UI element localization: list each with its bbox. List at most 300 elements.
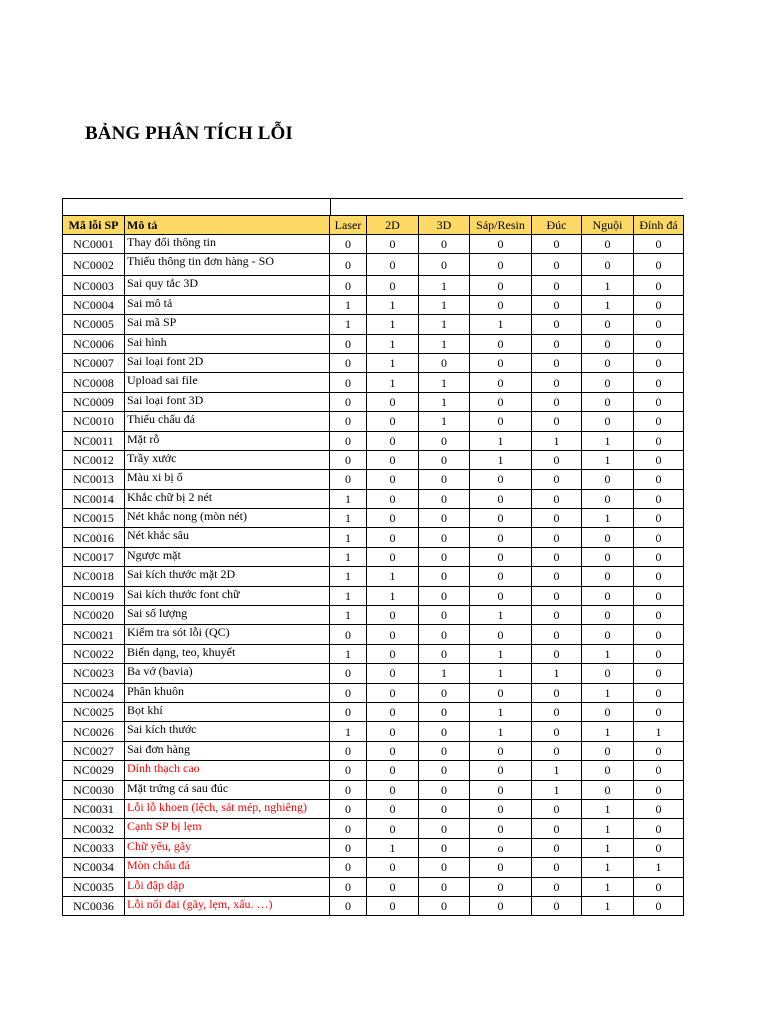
defect-code-cell: NC0012 <box>63 450 125 469</box>
stage-value-cell: 0 <box>582 702 634 721</box>
defect-code-cell: NC0004 <box>63 295 125 314</box>
stage-value-cell: 0 <box>367 780 419 799</box>
stage-value-cell: 1 <box>582 799 634 818</box>
stage-value-cell: 0 <box>532 489 582 508</box>
stage-value-cell: 0 <box>532 644 582 663</box>
stage-value-cell: 0 <box>582 741 634 760</box>
stage-value-cell: 0 <box>367 858 419 877</box>
stage-value-cell: 0 <box>470 683 532 702</box>
stage-value-cell: 0 <box>634 353 684 372</box>
defect-code-cell: NC0015 <box>63 509 125 528</box>
stage-value-cell: 0 <box>330 896 367 915</box>
stage-value-cell: 0 <box>532 547 582 566</box>
stage-value-cell: 0 <box>532 858 582 877</box>
stage-value-cell: 1 <box>582 644 634 663</box>
defect-code-cell: NC0014 <box>63 489 125 508</box>
stage-value-cell: 0 <box>330 741 367 760</box>
defect-code-cell: NC0009 <box>63 392 125 411</box>
defect-code-cell: NC0007 <box>63 353 125 372</box>
stage-value-cell: 0 <box>419 819 470 838</box>
table-row <box>63 392 684 411</box>
stage-value-cell: 1 <box>532 761 582 780</box>
stage-value-cell: 0 <box>582 489 634 508</box>
table-row <box>63 877 684 896</box>
stage-value-cell: 0 <box>582 334 634 353</box>
header-finishing: Nguội <box>582 216 634 235</box>
stage-value-cell: 0 <box>634 334 684 353</box>
defect-code-cell: NC0024 <box>63 683 125 702</box>
defect-description-cell: Thiếu chấu đá <box>125 412 330 431</box>
stage-value-cell: 0 <box>367 547 419 566</box>
stage-value-cell: 0 <box>532 819 582 838</box>
stage-value-cell: 1 <box>470 606 532 625</box>
stage-value-cell: 0 <box>532 412 582 431</box>
stage-value-cell: 0 <box>330 450 367 469</box>
stage-value-cell: 0 <box>634 877 684 896</box>
stage-value-cell: 0 <box>532 567 582 586</box>
stage-value-cell: 0 <box>634 509 684 528</box>
stage-value-cell: 0 <box>330 334 367 353</box>
stage-value-cell: 0 <box>470 254 532 276</box>
defect-code-cell: NC0019 <box>63 586 125 605</box>
table-row <box>63 295 684 314</box>
defect-code-cell: NC0005 <box>63 315 125 334</box>
stage-value-cell: 0 <box>470 547 532 566</box>
stage-value-cell: 1 <box>582 450 634 469</box>
stage-value-cell: 0 <box>532 509 582 528</box>
stage-value-cell: 1 <box>470 644 532 663</box>
stage-value-cell: 0 <box>634 799 684 818</box>
stage-value-cell: 1 <box>419 334 470 353</box>
defect-description-cell: Sai đơn hàng <box>125 741 330 760</box>
defect-description-cell: Sai loại font 3D <box>125 392 330 411</box>
table-row <box>63 858 684 877</box>
stage-value-cell: 0 <box>532 799 582 818</box>
table-row <box>63 722 684 741</box>
defect-description-cell: Bọt khí <box>125 702 330 721</box>
stage-value-cell: 1 <box>330 644 367 663</box>
stage-value-cell: 0 <box>470 741 532 760</box>
table-row <box>63 838 684 857</box>
stage-value-cell: 1 <box>582 683 634 702</box>
stage-value-cell: 0 <box>419 254 470 276</box>
stage-value-cell: 0 <box>634 412 684 431</box>
stage-value-cell: 1 <box>367 295 419 314</box>
stage-value-cell: 0 <box>532 334 582 353</box>
table-row <box>63 741 684 760</box>
stage-value-cell: 0 <box>634 373 684 392</box>
stage-value-cell: 0 <box>532 896 582 915</box>
defect-description-cell: Phân khuôn <box>125 683 330 702</box>
table-row <box>63 373 684 392</box>
table-row <box>63 235 684 254</box>
stage-value-cell: 0 <box>330 353 367 372</box>
stage-value-cell: 0 <box>634 644 684 663</box>
stage-value-cell: 0 <box>367 625 419 644</box>
stage-value-cell: 1 <box>330 528 367 547</box>
stage-value-cell: 0 <box>330 470 367 489</box>
stage-value-cell: 0 <box>634 547 684 566</box>
defect-code-cell: NC0021 <box>63 625 125 644</box>
stage-value-cell: 0 <box>634 586 684 605</box>
stage-value-cell: 1 <box>582 295 634 314</box>
defect-description-cell: Mặt rỗ <box>125 431 330 450</box>
stage-value-cell: 0 <box>330 276 367 295</box>
spacer-edge <box>681 199 683 216</box>
stage-value-cell: 0 <box>367 489 419 508</box>
stage-value-cell: 0 <box>367 392 419 411</box>
stage-value-cell: 0 <box>470 276 532 295</box>
defect-code-cell: NC0003 <box>63 276 125 295</box>
stage-value-cell: 0 <box>419 489 470 508</box>
stage-value-cell: 0 <box>470 470 532 489</box>
defect-description-cell: Kiểm tra sót lỗi (QC) <box>125 625 330 644</box>
stage-value-cell: 0 <box>582 780 634 799</box>
stage-value-cell: 0 <box>367 644 419 663</box>
defect-code-cell: NC0006 <box>63 334 125 353</box>
stage-value-cell: 0 <box>582 254 634 276</box>
stage-value-cell: 0 <box>470 353 532 372</box>
stage-value-cell: 0 <box>330 235 367 254</box>
stage-value-cell: 0 <box>470 489 532 508</box>
stage-value-cell: 0 <box>419 528 470 547</box>
defect-code-cell: NC0013 <box>63 470 125 489</box>
table-row <box>63 353 684 372</box>
defect-code-cell: NC0025 <box>63 702 125 721</box>
stage-value-cell: 0 <box>470 780 532 799</box>
stage-value-cell: 0 <box>367 702 419 721</box>
stage-value-cell: 0 <box>419 431 470 450</box>
stage-value-cell: 0 <box>582 392 634 411</box>
table-row <box>63 644 684 663</box>
stage-value-cell: 0 <box>419 683 470 702</box>
stage-value-cell: 0 <box>532 235 582 254</box>
stage-value-cell: 0 <box>367 450 419 469</box>
defect-description-cell: Ngược mặt <box>125 547 330 566</box>
stage-value-cell: 0 <box>582 761 634 780</box>
stage-value-cell: 0 <box>330 683 367 702</box>
table-row <box>63 276 684 295</box>
stage-value-cell: 0 <box>582 470 634 489</box>
defect-description-cell: Sai số lượng <box>125 606 330 625</box>
stage-value-cell: 0 <box>532 838 582 857</box>
stage-value-cell: 0 <box>330 838 367 857</box>
stage-value-cell: 0 <box>634 315 684 334</box>
stage-value-cell: 0 <box>634 295 684 314</box>
table-row <box>63 567 684 586</box>
stage-value-cell: 0 <box>470 625 532 644</box>
stage-value-cell: 0 <box>634 450 684 469</box>
stage-value-cell: 0 <box>532 586 582 605</box>
stage-value-cell: 0 <box>330 877 367 896</box>
stage-value-cell: 0 <box>634 276 684 295</box>
stage-value-cell: 0 <box>470 761 532 780</box>
stage-value-cell: 0 <box>419 799 470 818</box>
stage-value-cell: 1 <box>634 722 684 741</box>
defect-description-cell: Trầy xước <box>125 450 330 469</box>
table-row <box>63 470 684 489</box>
defect-description-cell: Biến dạng, teo, khuyết <box>125 644 330 663</box>
defect-code-cell: NC0036 <box>63 896 125 915</box>
stage-value-cell: 0 <box>634 254 684 276</box>
stage-value-cell: 0 <box>634 741 684 760</box>
stage-value-cell: 0 <box>419 567 470 586</box>
table-row <box>63 702 684 721</box>
stage-value-cell: 0 <box>470 586 532 605</box>
stage-value-cell: 0 <box>330 799 367 818</box>
stage-value-cell: 0 <box>634 489 684 508</box>
stage-value-cell: 0 <box>367 819 419 838</box>
stage-value-cell: 0 <box>532 722 582 741</box>
defect-code-cell: NC0002 <box>63 254 125 276</box>
defect-description-cell: Khắc chữ bị 2 nét <box>125 489 330 508</box>
stage-value-cell: 0 <box>582 586 634 605</box>
stage-value-cell: 0 <box>330 254 367 276</box>
table-row <box>63 450 684 469</box>
defect-code-cell: NC0033 <box>63 838 125 857</box>
stage-value-cell: 1 <box>582 276 634 295</box>
defect-description-cell: Cạnh SP bị lẹm <box>125 819 330 838</box>
stage-value-cell: 0 <box>330 431 367 450</box>
stage-value-cell: 0 <box>367 741 419 760</box>
stage-value-cell: 0 <box>367 606 419 625</box>
defect-description-cell: Sai kích thước <box>125 722 330 741</box>
stage-value-cell: 0 <box>634 664 684 683</box>
stage-value-cell: 1 <box>367 567 419 586</box>
defect-code-cell: NC0020 <box>63 606 125 625</box>
stage-value-cell: 0 <box>634 567 684 586</box>
stage-value-cell: 1 <box>330 722 367 741</box>
defect-description-cell: Sai mã SP <box>125 315 330 334</box>
table-row <box>63 586 684 605</box>
stage-value-cell: 1 <box>532 664 582 683</box>
stage-value-cell: 0 <box>470 858 532 877</box>
stage-value-cell: 1 <box>582 896 634 915</box>
table-row <box>63 254 684 276</box>
stage-value-cell: 0 <box>330 392 367 411</box>
header-code: Mã lỗi SP <box>63 216 125 235</box>
stage-value-cell: 0 <box>470 235 532 254</box>
defect-description-cell: Sai hình <box>125 334 330 353</box>
defect-description-cell: Sai loại font 2D <box>125 353 330 372</box>
stage-value-cell: 0 <box>367 431 419 450</box>
table-row <box>63 509 684 528</box>
stage-value-cell: 1 <box>367 334 419 353</box>
stage-value-cell: 0 <box>419 509 470 528</box>
stage-value-cell: 0 <box>634 625 684 644</box>
stage-value-cell: 0 <box>330 819 367 838</box>
defect-code-cell: NC0029 <box>63 761 125 780</box>
stage-value-cell: 0 <box>532 528 582 547</box>
stage-value-cell: 0 <box>330 412 367 431</box>
stage-value-cell: 1 <box>419 315 470 334</box>
table-row <box>63 547 684 566</box>
stage-value-cell: 0 <box>419 353 470 372</box>
stage-value-cell: 0 <box>634 761 684 780</box>
stage-value-cell: 0 <box>634 896 684 915</box>
stage-value-cell: 0 <box>367 528 419 547</box>
table-top-spacer <box>62 198 683 215</box>
stage-value-cell: 0 <box>330 625 367 644</box>
stage-value-cell: 0 <box>582 664 634 683</box>
table-row <box>63 334 684 353</box>
stage-value-cell: 0 <box>634 702 684 721</box>
stage-value-cell: 0 <box>470 896 532 915</box>
defect-description-cell: Dính thạch cao <box>125 761 330 780</box>
stage-value-cell: 0 <box>419 644 470 663</box>
table-row <box>63 799 684 818</box>
stage-value-cell: 1 <box>419 373 470 392</box>
spacer-divider <box>330 199 331 216</box>
stage-value-cell: 0 <box>419 741 470 760</box>
stage-value-cell: 0 <box>367 799 419 818</box>
stage-value-cell: 0 <box>582 412 634 431</box>
stage-value-cell: 1 <box>367 353 419 372</box>
stage-value-cell: 1 <box>419 276 470 295</box>
header-laser: Laser <box>330 216 367 235</box>
header-wax-resin: Sáp/Resin <box>470 216 532 235</box>
page-title: BẢNG PHÂN TÍCH LỖI <box>85 123 293 144</box>
header-3d: 3D <box>419 216 470 235</box>
stage-value-cell: 0 <box>330 780 367 799</box>
defect-code-cell: NC0017 <box>63 547 125 566</box>
defect-description-cell: Nét khắc nong (mòn nét) <box>125 509 330 528</box>
stage-value-cell: 0 <box>419 838 470 857</box>
stage-value-cell: 0 <box>634 606 684 625</box>
stage-value-cell: 1 <box>330 489 367 508</box>
table-row <box>63 606 684 625</box>
defect-description-cell: Lỗi nối đai (gãy, lẹm, xấu. …) <box>125 896 330 915</box>
stage-value-cell: 0 <box>532 683 582 702</box>
defect-description-cell: Sai kích thước font chữ <box>125 586 330 605</box>
stage-value-cell: 0 <box>532 877 582 896</box>
table-row <box>63 664 684 683</box>
stage-value-cell: 0 <box>419 780 470 799</box>
stage-value-cell: 0 <box>330 702 367 721</box>
stage-value-cell: 0 <box>419 877 470 896</box>
stage-value-cell: 1 <box>532 431 582 450</box>
defect-description-cell: Upload sai file <box>125 373 330 392</box>
stage-value-cell: 0 <box>634 431 684 450</box>
defect-code-cell: NC0027 <box>63 741 125 760</box>
header-2d: 2D <box>367 216 419 235</box>
stage-value-cell: 0 <box>582 528 634 547</box>
stage-value-cell: 1 <box>582 431 634 450</box>
stage-value-cell: 0 <box>419 235 470 254</box>
stage-value-cell: 0 <box>419 586 470 605</box>
stage-value-cell: 0 <box>470 567 532 586</box>
stage-value-cell: 0 <box>367 276 419 295</box>
stage-value-cell: 1 <box>582 877 634 896</box>
defect-description-cell: Sai kích thước mặt 2D <box>125 567 330 586</box>
stage-value-cell: 0 <box>532 373 582 392</box>
defect-code-cell: NC0023 <box>63 664 125 683</box>
stage-value-cell: 0 <box>532 353 582 372</box>
table-row <box>63 528 684 547</box>
stage-value-cell: 0 <box>634 838 684 857</box>
stage-value-cell: 1 <box>367 586 419 605</box>
stage-value-cell: 0 <box>582 606 634 625</box>
table-row <box>63 780 684 799</box>
stage-value-cell: 0 <box>330 858 367 877</box>
defect-analysis-table <box>62 215 684 916</box>
stage-value-cell: 1 <box>532 780 582 799</box>
stage-value-cell: 1 <box>419 412 470 431</box>
stage-value-cell: 1 <box>330 509 367 528</box>
table-row <box>63 431 684 450</box>
stage-value-cell: 0 <box>330 761 367 780</box>
stage-value-cell: 0 <box>582 353 634 372</box>
stage-value-cell: 0 <box>582 567 634 586</box>
stage-value-cell: 1 <box>470 431 532 450</box>
stage-value-cell: 0 <box>532 450 582 469</box>
stage-value-cell: 0 <box>532 315 582 334</box>
stage-value-cell: 0 <box>419 722 470 741</box>
stage-value-cell: o <box>470 838 532 857</box>
stage-value-cell: 0 <box>470 295 532 314</box>
table-row <box>63 819 684 838</box>
stage-value-cell: 0 <box>634 528 684 547</box>
stage-value-cell: 0 <box>367 722 419 741</box>
stage-value-cell: 0 <box>532 295 582 314</box>
stage-value-cell: 0 <box>419 606 470 625</box>
stage-value-cell: 0 <box>419 858 470 877</box>
stage-value-cell: 0 <box>419 625 470 644</box>
table-row <box>63 761 684 780</box>
defect-code-cell: NC0008 <box>63 373 125 392</box>
defect-description-cell: Nét khắc sâu <box>125 528 330 547</box>
stage-value-cell: 0 <box>367 664 419 683</box>
stage-value-cell: 0 <box>582 625 634 644</box>
defect-description-cell: Sai quy tắc 3D <box>125 276 330 295</box>
stage-value-cell: 1 <box>582 509 634 528</box>
defect-description-cell: Màu xi bị ố <box>125 470 330 489</box>
table-row <box>63 315 684 334</box>
header-casting: Đúc <box>532 216 582 235</box>
stage-value-cell: 0 <box>367 896 419 915</box>
defect-code-cell: NC0016 <box>63 528 125 547</box>
defect-description-cell: Ba vớ (bavia) <box>125 664 330 683</box>
stage-value-cell: 0 <box>419 547 470 566</box>
stage-value-cell: 1 <box>634 858 684 877</box>
stage-value-cell: 0 <box>367 412 419 431</box>
table-header-row <box>63 216 684 235</box>
stage-value-cell: 0 <box>582 373 634 392</box>
stage-value-cell: 0 <box>470 412 532 431</box>
defect-code-cell: NC0034 <box>63 858 125 877</box>
table-row <box>63 896 684 915</box>
stage-value-cell: 0 <box>532 254 582 276</box>
stage-value-cell: 1 <box>367 838 419 857</box>
stage-value-cell: 1 <box>470 664 532 683</box>
stage-value-cell: 0 <box>470 373 532 392</box>
stage-value-cell: 1 <box>367 373 419 392</box>
stage-value-cell: 0 <box>419 761 470 780</box>
stage-value-cell: 0 <box>634 235 684 254</box>
stage-value-cell: 1 <box>330 567 367 586</box>
stage-value-cell: 0 <box>532 741 582 760</box>
stage-value-cell: 1 <box>419 392 470 411</box>
defect-code-cell: NC0031 <box>63 799 125 818</box>
stage-value-cell: 0 <box>582 547 634 566</box>
stage-value-cell: 0 <box>367 761 419 780</box>
stage-value-cell: 0 <box>419 702 470 721</box>
stage-value-cell: 1 <box>367 315 419 334</box>
stage-value-cell: 0 <box>634 470 684 489</box>
defect-code-cell: NC0010 <box>63 412 125 431</box>
stage-value-cell: 1 <box>419 295 470 314</box>
stage-value-cell: 1 <box>582 838 634 857</box>
